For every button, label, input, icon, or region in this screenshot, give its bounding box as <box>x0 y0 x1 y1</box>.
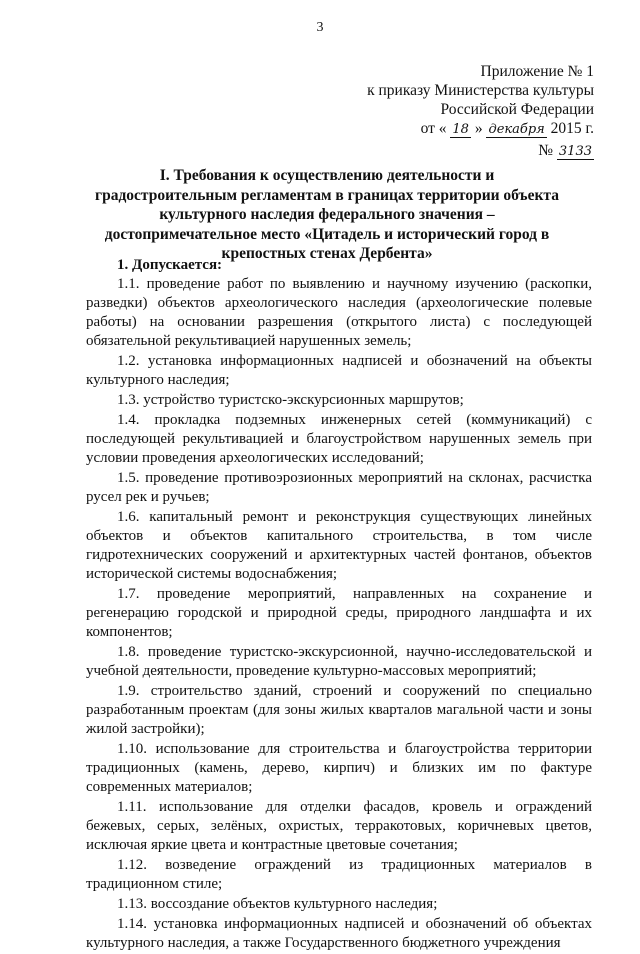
list-item: 1.11. использование для отделки фасадов, кровель и ограждений бежевых, серых, зелёных, охристых, терракотовых, коричневых цветов, исключая яркие цвета и контрастные цветовые сочетания; <box>86 799 592 853</box>
requirements-body <box>86 256 592 954</box>
list-item: 1.1. проведение работ по выявлению и научному изучению (раскопки, разведки) объектов археологического наследия (археологические полевые работы) на основании разрешения (открытого листа) с последующей обязательной рекультивацией нарушенных земель; <box>86 276 592 349</box>
date-month: декабря <box>488 122 545 137</box>
appendix-line-1: Приложение № 1 <box>480 63 594 80</box>
list-item: 1.6. капитальный ремонт и реконструкция существующих линейных объектов и объектов капитального строительства, в том числе гидротехнических сооружений и архитектурных частей фонтанов, объектов исторической системы водоснабжения; <box>86 509 592 582</box>
list-item: 1.2. установка информационных надписей и обозначений на объекты культурного наследия; <box>86 353 592 388</box>
date-day: 18 <box>452 122 469 137</box>
list-item: 1.14. установка информационных надписей и обозначений об объектах культурного наследия, а также Государственного бюджетного учреждения <box>86 916 592 951</box>
number-prefix: № <box>538 142 554 159</box>
list-item: 1.4. прокладка подземных инженерных сетей (коммуникаций) с последующей рекультивацией и благоустройством нарушенных земель при условии проведения археологических исследований; <box>86 412 592 466</box>
list-item: 1.7. проведение мероприятий, направленных на сохранение и регенерацию городской и природной среды, природного ландшафта и их компонентов; <box>86 586 592 640</box>
appendix-line-2: к приказу Министерства культуры <box>367 82 594 99</box>
list-item: 1.8. проведение туристско-экскурсионной, научно-исследовательской и учебной деятельности, проведение культурно-массовых мероприятий; <box>86 644 592 679</box>
document-title: I. Требования к осуществлению деятельности и градостроительным регламентам в границах территории объекта культурного наследия федерального значения – достопримечательное место «Цитадель и исторический город в крепостных стенах Дербента» <box>95 167 559 262</box>
page-number: 3 <box>316 20 324 35</box>
list-item: 1.10. использование для строительства и благоустройства территории традиционных (камень, дерево, кирпич) и близких им по фактуре современных материалов; <box>86 741 592 795</box>
appendix-block <box>367 62 594 161</box>
date-prefix: от « <box>420 120 447 137</box>
date-year: 2015 г. <box>550 120 594 137</box>
date-mid: » <box>474 120 483 137</box>
appendix-number-row <box>367 141 594 161</box>
appendix-date-row <box>367 119 594 139</box>
list-item: 1.12. возведение ограждений из традиционных материалов в традиционном стиле; <box>86 857 592 892</box>
list-item: 1.13. воссоздание объектов культурного наследия; <box>117 896 438 912</box>
list-item: 1.9. строительство зданий, строений и сооружений по специально разработанным проектам (для зоны жилых кварталов магальной части и зоны жилой застройки); <box>86 683 592 737</box>
list-item: 1.3. устройство туристско-экскурсионных маршрутов; <box>117 392 464 408</box>
order-number: 3133 <box>558 144 592 159</box>
appendix-line-3: Российской Федерации <box>440 101 594 118</box>
list-item: 1.5. проведение противоэрозионных мероприятий на склонах, расчистка русел рек и ручьев; <box>86 470 592 505</box>
section-heading: 1. Допускается: <box>117 257 223 273</box>
